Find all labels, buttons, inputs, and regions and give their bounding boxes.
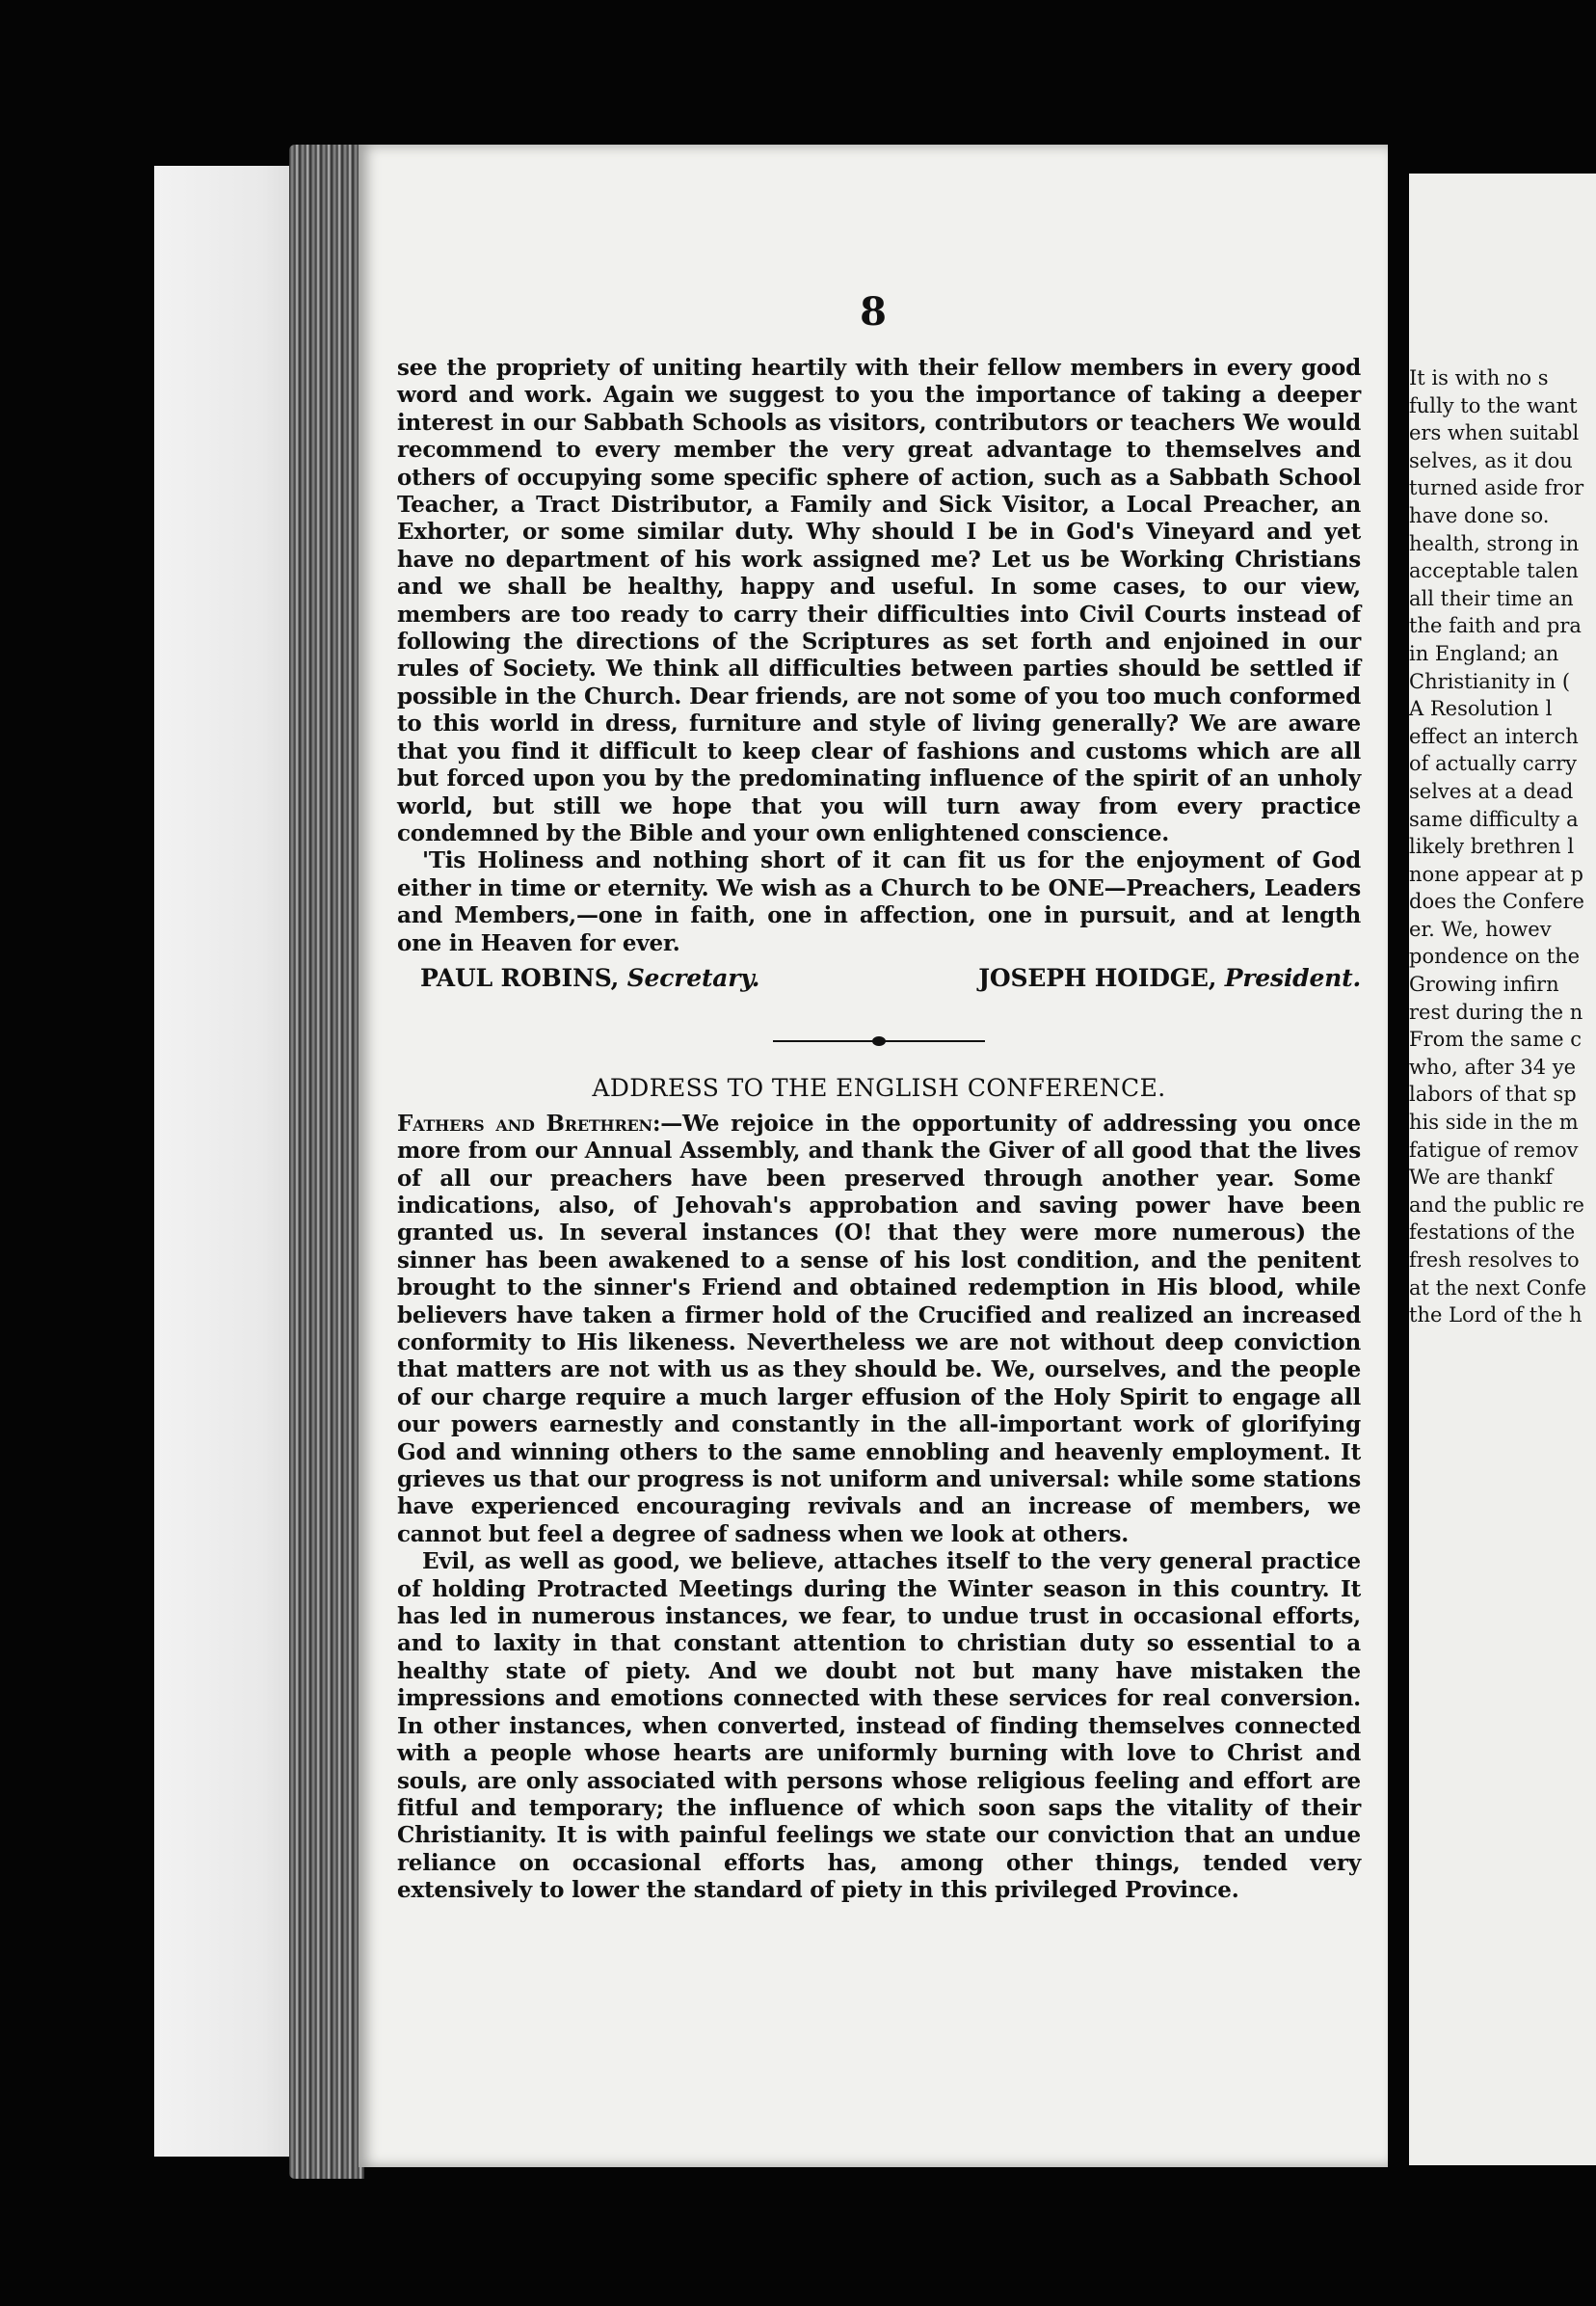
- text-line: A Resolution l: [1409, 697, 1553, 721]
- text-line: ers when suitabl: [1409, 421, 1580, 445]
- text-line: acceptable talen: [1409, 559, 1579, 583]
- text-line: same difficulty a: [1409, 807, 1579, 831]
- text-line: and the public re: [1409, 1193, 1584, 1217]
- text-line: From the same c: [1409, 1028, 1582, 1052]
- text-line: likely brethren l: [1409, 835, 1575, 859]
- text-line: er. We, howev: [1409, 917, 1552, 941]
- paragraph: [397, 1111, 1361, 1549]
- signature-role: Secretary.: [626, 963, 760, 992]
- text-line: Growing infirn: [1409, 973, 1559, 997]
- facing-page: [1409, 174, 1596, 2165]
- text-line: in England; an: [1409, 641, 1559, 665]
- text-line: selves, as it dou: [1409, 448, 1573, 472]
- main-page: [359, 145, 1388, 2167]
- text-line: fresh resolves to: [1409, 1248, 1580, 1272]
- salutation: Fathers and Brethren: [397, 1110, 652, 1137]
- divider-ornament: [872, 1036, 886, 1046]
- paragraph: see the propriety of uniting heartily with their fellow members in every good word and work. Again we suggest to you the importance of taking a deeper interest in our Sabbath Schools as visitors, contributors or teachers We would recommend to every member the very great advantage to themselves and others of occupying some specific sphere of action, such as a Sabbath School Teacher, a Tract Distributor, a Family and Sick Visitor, a Local Preacher, an Exhorter, or some similar duty. Why should I be in God's Vineyard and yet have no department of his work assigned me? Let us be Working Christians and we shall be healthy, happy and useful. In some cases, to our view, members are too ready to carry their difficulties into Civil Courts instead of following the directions of the Scriptures as set forth and enjoined in our rules of Society. We think all difficulties between parties should be settled if possible in the Church. Dear friends, are not some of you too much conformed to this world in dress, furniture and style of living generally? We are aware that you find it difficult to keep clear of fashions and customs which are all but forced upon you by the predominating influence of the spirit of an unholy world, but still we hope that you will turn away from every practice condemned by the Bible and your own enlightened conscience.: [397, 355, 1361, 846]
- left-margin: [154, 166, 308, 2157]
- text-line: his side in the m: [1409, 1111, 1579, 1135]
- text-line: festations of the: [1409, 1220, 1576, 1245]
- page-body: [397, 355, 1361, 1905]
- section-title: ADDRESS TO THE ENGLISH CONFERENCE.: [592, 1074, 1166, 1103]
- paragraph-text: :—We rejoice in the opportunity of addressing you once more from our Annual Assembly, and thank the Giver of all good that the lives of all our preachers have been preserved through another year. Some indications, also, of Jehovah's approbation and saving power have been granted us. In several instances (O! that they were more numerous) the sinner has been awakened to a sense of his lost condition, and the penitent brought to the sinner's Friend and obtained redemption in His blood, while believers have taken a firmer hold of the Crucified and realized an increased conformity to His likeness. Nevertheless we are not without deep conviction that matters are not with us as they should be. We, ourselves, and the people of our charge require a much larger effusion of the Holy Spirit to engage all our powers earnestly and constantly in the all-important work of glorifying God and winning others to the same ennobling and heavenly employment. It grieves us that our progress is not uniform and universal: while some stations have experienced encouraging revivals and an increase of members, we cannot but feel a degree of sadness when we look at others.: [397, 1110, 1361, 1547]
- text-line: fully to the want: [1409, 393, 1578, 417]
- text-line: the faith and pra: [1409, 614, 1582, 638]
- facing-page-text: [1409, 364, 1596, 1329]
- paragraph: 'Tis Holiness and nothing short of it can fit us for the enjoyment of God either in time or eternity. We wish as a Church to be ONE—Preachers, Leaders and Members,—one in faith, one in affection, one in pursuit, and at length one in Heaven for ever.: [397, 847, 1361, 956]
- book-page-edge: [289, 145, 364, 2179]
- text-line: health, strong in: [1409, 531, 1580, 555]
- paragraph: Evil, as well as good, we believe, attaches itself to the very general practice of holding Protracted Meetings during the Winter season in this country. It has led in numerous instances, we fear, to undue trust in occasional efforts, and to laxity in that constant attention to christian duty so essential to a healthy state of piety. And we doubt not but many have mistaken the impressions and emotions connected with these services for real conversion. In other instances, when converted, instead of finding themselves connected with a people whose hearts are uniformly burning with love to Christ and souls, are only associated with persons whose religious feeling and effort are fitful and temporary; the influence of which soon saps the vitality of their Christianity. It is with painful feelings we state our conviction that an undue reliance on occasional efforts has, among other things, tended very extensively to lower the standard of piety in this privileged Province.: [397, 1548, 1361, 1904]
- signature-president: [978, 965, 1361, 992]
- text-line: the Lord of the h: [1409, 1303, 1583, 1327]
- signatures: [397, 965, 1361, 992]
- signature-name: JOSEPH HOIDGE,: [978, 963, 1217, 992]
- text-line: of actually carry: [1409, 752, 1578, 776]
- text-line: fatigue of remov: [1409, 1138, 1579, 1162]
- text-line: It is with no s: [1409, 366, 1549, 389]
- text-line: We are thankf: [1409, 1166, 1554, 1190]
- signature-name: PAUL ROBINS,: [420, 963, 620, 992]
- text-line: have done so.: [1409, 503, 1550, 527]
- text-line: selves at a dead: [1409, 779, 1574, 803]
- text-line: at the next Confe: [1409, 1275, 1587, 1300]
- signature-role: President.: [1224, 963, 1361, 992]
- text-line: all their time an: [1409, 586, 1574, 610]
- signature-secretary: [397, 965, 759, 992]
- ornamental-divider: [773, 1038, 985, 1044]
- text-line: labors of that sp: [1409, 1083, 1577, 1107]
- text-line: Christianity in (: [1409, 669, 1571, 693]
- text-line: turned aside fror: [1409, 476, 1584, 500]
- page-number: 8: [860, 289, 887, 335]
- text-line: effect an interch: [1409, 724, 1579, 748]
- text-line: pondence on the: [1409, 945, 1581, 969]
- text-line: rest during the n: [1409, 1000, 1583, 1024]
- text-line: none appear at p: [1409, 862, 1583, 886]
- text-line: does the Confere: [1409, 890, 1584, 914]
- text-line: who, after 34 ye: [1409, 1055, 1577, 1079]
